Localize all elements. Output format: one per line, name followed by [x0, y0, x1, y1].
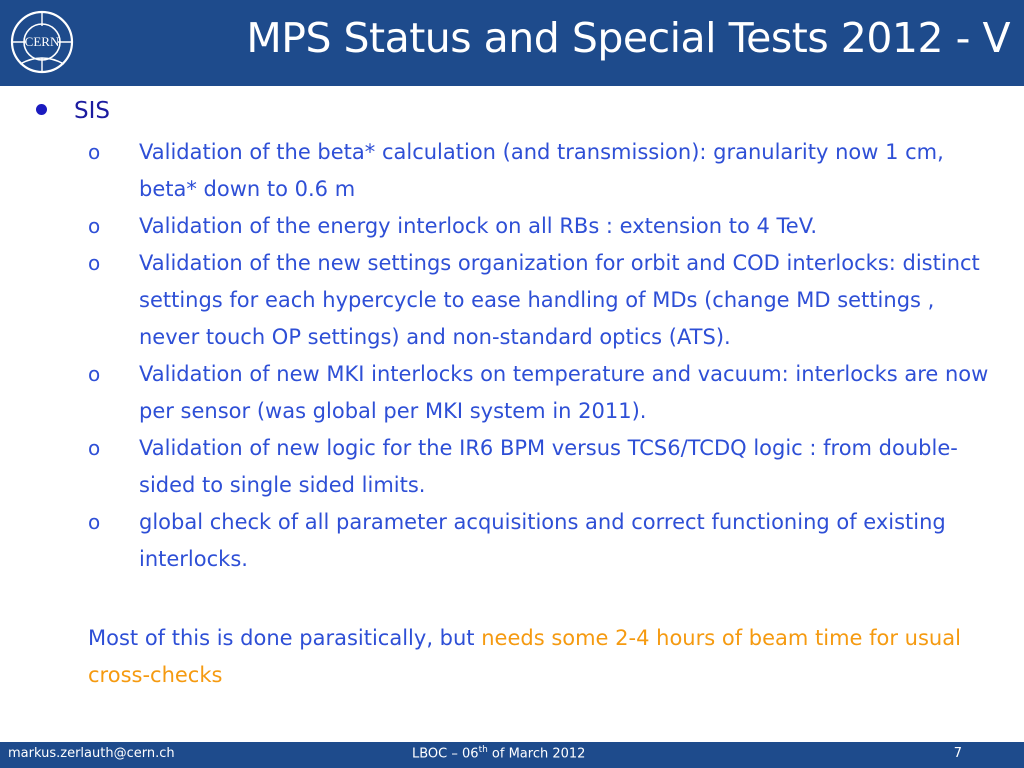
event-suffix-sup: th	[478, 745, 488, 755]
sub-bullet-text: global check of all parameter acquisitions and correct functioning of existing interlocks.	[139, 510, 946, 571]
cern-logo-icon	[6, 6, 78, 78]
sub-bullet-item	[0, 208, 1024, 245]
circle-bullet-icon: o	[88, 140, 101, 164]
sub-bullet-text: Validation of the energy interlock on all RBs : extension to 4 TeV.	[139, 214, 818, 238]
note-text: Most of this is done parasitically, but	[88, 626, 482, 650]
sub-bullet-item	[0, 356, 1024, 430]
sub-bullet-item	[0, 430, 1024, 504]
author-email: markus.zerlauth@cern.ch	[8, 746, 175, 761]
sub-bullet-text: Validation of the beta* calculation (and transmission): granularity now 1 cm, beta* down to 0.6 m	[139, 140, 944, 201]
page-title: MPS Status and Special Tests 2012 - V	[246, 14, 1010, 62]
sub-bullet-item	[0, 504, 1024, 578]
sub-bullet-item	[0, 134, 1024, 208]
circle-bullet-icon: o	[88, 251, 101, 275]
circle-bullet-icon: o	[88, 362, 101, 386]
note-highlight: needs some 2-4 hours of beam time for usual cross-checks	[88, 626, 961, 687]
summary-note	[88, 620, 988, 694]
logo-text: CERN	[24, 34, 60, 49]
slide-footer	[0, 742, 1024, 768]
slide-header	[0, 0, 1024, 86]
slide-body	[0, 86, 1024, 742]
sub-bullet-text: Validation of new logic for the IR6 BPM versus TCS6/TCDQ logic : from double-sided to single sided limits.	[139, 436, 958, 497]
bullet-dot-icon	[36, 104, 47, 115]
event-date	[412, 745, 585, 761]
sub-bullet-text: Validation of the new settings organization for orbit and COD interlocks: distinct settings for each hypercycle to ease handling of MDs (change MD settings , never touch OP settings) and non-standard optics (ATS).	[139, 251, 980, 349]
sub-bullet-item	[0, 245, 1024, 356]
sub-bullet-list	[0, 134, 1024, 578]
page-number: 7	[953, 746, 962, 761]
bullet-label: SIS	[74, 98, 110, 124]
circle-bullet-icon: o	[88, 214, 101, 238]
event-suffix: of March 2012	[487, 746, 586, 762]
sub-bullet-text: Validation of new MKI interlocks on temperature and vacuum: interlocks are now per sensor (was global per MKI system in 2011).	[139, 362, 989, 423]
event-prefix: LBOC – 06	[412, 746, 479, 762]
circle-bullet-icon: o	[88, 436, 101, 460]
circle-bullet-icon: o	[88, 510, 101, 534]
